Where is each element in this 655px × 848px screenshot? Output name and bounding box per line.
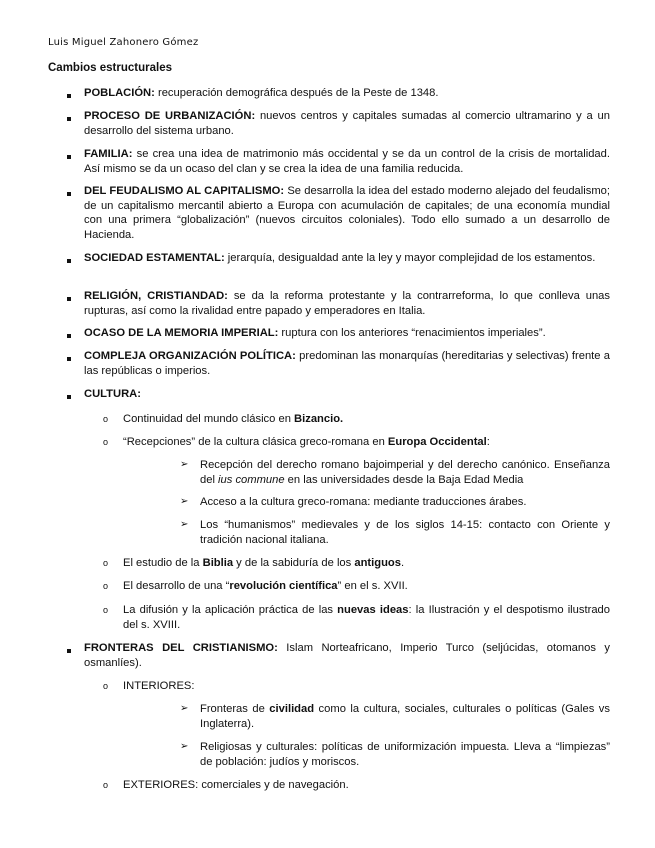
bullet-square-icon [67, 192, 71, 196]
sub-text: Recepción del derecho romano bajoimperial y del derecho canónico. Enseñanza del [200, 459, 610, 486]
sub-text: en las universidades desde la Baja Edad Media [284, 473, 524, 486]
subsub-acceso: Acceso a la cultura greco-romana: mediante traducciones árabes. [200, 496, 527, 508]
item-text: se crea una idea de matrimonio más occidental y se da un control de la crisis de mortalidad. Así mismo se da un ocaso del clan y se crea la idea de una familia reducida. [84, 148, 610, 175]
bullet-square-icon [67, 334, 71, 338]
sub-text: : la Ilustración y el despotismo ilustrado del s. XVIII. [123, 604, 610, 631]
sub-text: El estudio de la [123, 557, 203, 569]
item-label: OCASO DE LA MEMORIA IMPERIAL: [84, 327, 279, 339]
item-ocaso [84, 326, 610, 341]
sub-bold: Europa Occidental [387, 436, 487, 448]
item-label: FRONTERAS DEL CRISTIANISMO: [84, 642, 278, 654]
subsub-religiosas: Religiosas y culturales: políticas de uniformización impuesta. Lleva a “limpiezas” de población: judíos y moriscos. [200, 741, 610, 768]
bullet-circle-icon: o [103, 414, 109, 424]
arrow-bullet-icon: ➢ [180, 703, 189, 714]
bullet-square-icon [67, 155, 71, 159]
bullet-circle-icon: o [103, 558, 109, 568]
item-label: DEL FEUDALISMO AL CAPITALISMO: [84, 185, 285, 197]
sub-text: . [400, 557, 405, 569]
bullet-square-icon [67, 649, 71, 653]
bullet-circle-icon: o [103, 681, 109, 691]
bullet-square-icon [67, 259, 71, 263]
item-text: Se desarrolla la idea del estado moderno alejado del feudalismo; de un capitalismo mercantil abierto a Europa con acumulación de capitales; de una economía mundial con una primera “globalización” (nuevos circuitos coloniales). Todo ello sumado a un desarrollo de Hacienda. [84, 185, 610, 241]
sub-bold: antiguos [354, 557, 401, 569]
item-cultura [84, 387, 610, 402]
bullet-circle-icon: o [103, 780, 109, 790]
item-text: jerarquía, desigualdad ante la ley y mayor complejidad de los estamentos. [224, 252, 596, 264]
sub-exteriores: EXTERIORES: comerciales y de navegación. [123, 779, 349, 791]
item-politica [84, 349, 610, 378]
item-label: FAMILIA: [84, 148, 133, 160]
sub-revolucion [123, 579, 610, 594]
sub-bold: nuevas ideas [337, 604, 409, 616]
section-heading: Cambios estructurales [48, 62, 172, 74]
sub-text: Continuidad del mundo clásico en [123, 413, 295, 425]
item-text: Islam Norteafricano, Imperio Turco (seljúcidas, otomanos y osmanlíes). [84, 642, 610, 669]
bullet-circle-icon: o [103, 437, 109, 447]
item-text: nuevos centros y capitales sumadas al comercio ultramarino y a un desarrollo del sistema urbano. [84, 110, 610, 137]
item-urbanizacion [84, 109, 610, 138]
sub-bold: revolución científica [229, 580, 338, 592]
bullet-square-icon [67, 117, 71, 121]
sub-text: y de la sabiduría de los [233, 557, 355, 569]
bullet-square-icon [67, 395, 71, 399]
item-text: se da la reforma protestante y la contrarreforma, lo que conlleva unas rupturas, así como la rivalidad entre papado y emperadores en Italia. [84, 290, 610, 317]
sub-bold: civilidad [269, 703, 315, 715]
bullet-circle-icon: o [103, 605, 109, 615]
sub-ideas [123, 603, 610, 632]
arrow-bullet-icon: ➢ [180, 741, 189, 752]
item-text: recuperación demográfica después de la Peste de 1348. [154, 87, 439, 99]
item-label: POBLACIÓN: [84, 87, 155, 99]
arrow-bullet-icon: ➢ [180, 459, 189, 470]
sub-italic: ius commune [218, 473, 285, 486]
item-sociedad [84, 251, 610, 266]
item-poblacion [84, 86, 610, 101]
subsub-civilidad [200, 702, 610, 731]
subsub-humanismos: Los “humanismos” medievales y de los siglos 14-15: contacto con Oriente y tradición nacional italiana. [200, 519, 610, 546]
bullet-circle-icon: o [103, 581, 109, 591]
item-label: RELIGIÓN, CRISTIANDAD: [84, 290, 228, 302]
item-label: COMPLEJA ORGANIZACIÓN POLÍTICA: [84, 350, 296, 362]
bullet-square-icon [67, 357, 71, 361]
arrow-bullet-icon: ➢ [180, 496, 189, 507]
sub-bold: Bizancio. [294, 413, 344, 425]
sub-text: Fronteras de [200, 703, 270, 715]
item-religion [84, 289, 610, 318]
item-familia [84, 147, 610, 176]
sub-text: : [486, 436, 490, 448]
item-fronteras [84, 641, 610, 670]
item-text: predominan las monarquías (hereditarias y selectivas) frente a las repúblicas o imperios. [84, 350, 611, 377]
item-label: SOCIEDAD ESTAMENTAL: [84, 252, 225, 264]
sub-text: La difusión y la aplicación práctica de las [123, 604, 338, 616]
sub-bold: Biblia [202, 557, 234, 569]
item-feudalismo [84, 184, 610, 242]
sub-recepciones [123, 435, 610, 450]
bullet-square-icon [67, 94, 71, 98]
item-label: PROCESO DE URBANIZACIÓN: [84, 110, 256, 122]
author-name: Luis Miguel Zahonero Gómez [48, 37, 199, 48]
item-text: ruptura con los anteriores “renacimientos imperiales”. [278, 327, 546, 339]
sub-text: “Recepciones” de la cultura clásica greco-romana en [123, 436, 388, 448]
bullet-square-icon [67, 297, 71, 301]
sub-text: ” en el s. XVII. [337, 580, 408, 592]
arrow-bullet-icon: ➢ [180, 519, 189, 530]
sub-text: como la cultura, sociales, culturales o políticas (Gales vs Inglaterra). [200, 703, 610, 730]
sub-biblia [123, 556, 610, 571]
sub-text: El desarrollo de una “ [123, 580, 230, 592]
subsub-derecho [200, 458, 610, 487]
item-label: CULTURA: [84, 388, 141, 400]
sub-bizancio [123, 412, 610, 427]
sub-interiores: INTERIORES: [123, 680, 195, 692]
